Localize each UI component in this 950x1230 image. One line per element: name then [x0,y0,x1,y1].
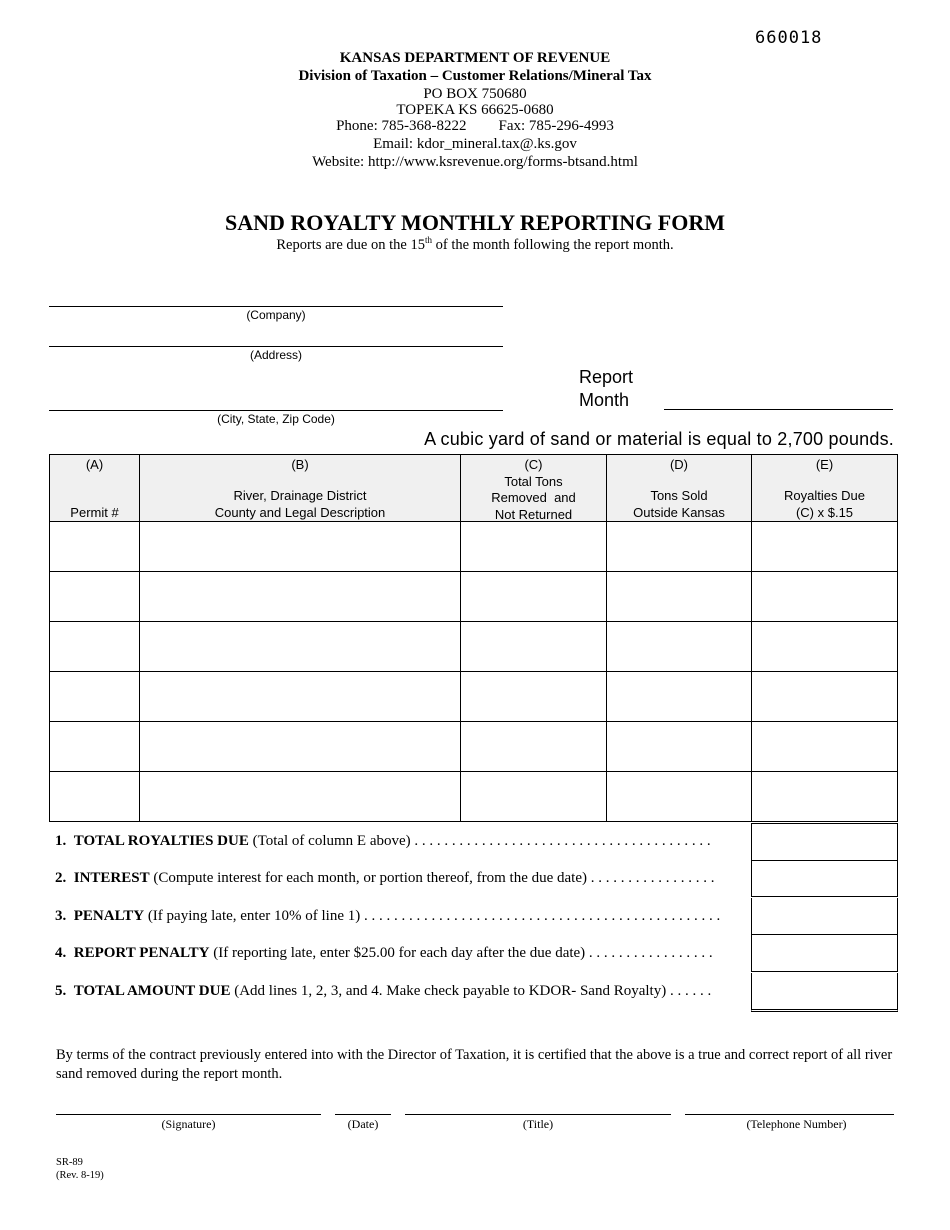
column-label: Outside Kansas [633,504,725,520]
river-description-cell[interactable] [140,622,461,672]
total-tons-cell[interactable] [461,622,607,672]
column-letter: (E) [815,457,834,472]
sand-royalty-table [49,454,898,822]
agency-name: KANSAS DEPARTMENT OF REVENUE [339,50,611,66]
permit-cell[interactable] [50,522,140,572]
total-tons-cell[interactable] [461,572,607,622]
subtitle-superscript: th [424,235,432,245]
line-label: INTEREST [73,870,150,887]
table-row [50,672,898,722]
river-description-cell[interactable] [140,572,461,622]
column-label: Royalties Due [784,488,865,503]
line-description: (Compute interest for each month, or portion thereof, from the due date) . . . . . . . . . . . . . . . . . [149,870,715,887]
title-field[interactable] [405,1114,671,1115]
river-description-cell[interactable] [140,522,461,572]
total-line-label [55,945,747,962]
total-tons-cell[interactable] [461,522,607,572]
line-label: TOTAL AMOUNT DUE [73,982,231,999]
column-label: Permit # [70,504,119,520]
table-row [50,772,898,822]
total-amount-box[interactable] [751,935,898,972]
date-caption: (Date) [347,1117,379,1131]
total-amount-box[interactable] [751,898,898,935]
line-number: 3. [55,907,67,924]
river-description-cell[interactable] [140,672,461,722]
column-header-total-tons [461,455,607,522]
form-code: SR-89 [56,1157,83,1168]
signature-field[interactable] [56,1114,321,1115]
column-header-permit [50,455,140,522]
tons-sold-cell[interactable] [607,572,752,622]
column-letter: (D) [669,457,689,472]
column-label: Total Tons [504,473,563,489]
permit-cell[interactable] [50,572,140,622]
table-body [50,522,898,822]
total-tons-cell[interactable] [461,722,607,772]
phone: Phone: 785-368-8222 [336,118,467,134]
city-state-zip-field[interactable] [49,410,503,411]
column-label: Tons Sold [650,488,708,503]
certification-statement: By terms of the contract previously entered into with the Director of Taxation, it is certified that the above is a true and correct report of all river sand removed during the report month. [56,1047,893,1082]
column-label: (C) x $.15 [795,504,854,520]
column-header-royalties-due [752,455,898,522]
line-description: (If reporting late, enter $25.00 for each day after the due date) . . . . . . . . . . . . . . . . . [209,945,713,962]
line-description: (Add lines 1, 2, 3, and 4. Make check payable to KDOR- Sand Royalty) . . . . . . [230,982,712,999]
permit-cell[interactable] [50,722,140,772]
tons-sold-cell[interactable] [607,522,752,572]
royalties-due-cell[interactable] [752,722,898,772]
permit-cell[interactable] [50,672,140,722]
column-header-tons-sold [607,455,752,522]
line-number: 4. [55,945,67,962]
line-label: PENALTY [73,907,145,924]
phone-fax [0,118,950,134]
cubic-yard-note: A cubic yard of sand or material is equal to 2,700 pounds. [424,429,894,449]
total-line-label [55,833,747,850]
company-caption: (Company) [246,308,306,322]
signature-caption: (Signature) [161,1117,216,1131]
column-letter: (C) [524,457,543,472]
po-box: PO BOX 750680 [423,86,527,102]
column-label: River, Drainage District [233,488,367,503]
total-row [49,823,897,860]
line-number: 2. [55,870,67,887]
column-letter: (B) [291,457,309,472]
form-revision [56,1156,104,1182]
telephone-field[interactable] [685,1114,894,1115]
line-number: 5. [55,982,67,999]
fax: Fax: 785-296-4993 [498,118,614,134]
form-number: 660018 [755,28,823,48]
address-field[interactable] [49,346,503,347]
table-row [50,622,898,672]
royalties-due-cell[interactable] [752,522,898,572]
royalties-due-cell[interactable] [752,622,898,672]
column-header-river-description [140,455,461,522]
line-description: (Total of column E above) . . . . . . . . . . . . . . . . . . . . . . . . . . . . . . . . . . . . . . . . [248,833,711,849]
total-row [49,935,897,972]
date-field[interactable] [335,1114,391,1115]
table-row [50,722,898,772]
tons-sold-cell[interactable] [607,622,752,672]
company-field[interactable] [49,306,503,307]
permit-cell[interactable] [50,622,140,672]
river-description-cell[interactable] [140,722,461,772]
total-amount-box[interactable] [751,823,898,861]
table-row [50,572,898,622]
tons-sold-cell[interactable] [607,672,752,722]
column-label: Not Returned [494,506,573,522]
address-caption: (Address) [249,348,302,362]
division-name: Division of Taxation – Customer Relations/Mineral Tax [298,68,652,84]
column-label: Removed and [491,490,576,505]
line-number: 1. [55,833,67,849]
subtitle-text: Reports are due on the 15 [276,236,425,253]
royalties-due-cell[interactable] [752,672,898,722]
column-letter: (A) [85,457,104,472]
city-state-zip-caption: (City, State, Zip Code) [217,412,335,426]
table-row [50,522,898,572]
agency-header [0,50,950,170]
river-description-cell[interactable] [140,772,461,822]
report-month-label-line1: Report [579,367,634,387]
telephone-caption: (Telephone Number) [746,1117,847,1131]
total-tons-cell[interactable] [461,672,607,722]
total-line-label [55,908,747,925]
tons-sold-cell[interactable] [607,722,752,772]
total-row [49,898,897,935]
royalties-due-cell[interactable] [752,772,898,822]
total-line-label [55,870,747,887]
line-label: REPORT PENALTY [73,945,210,962]
total-amount-box[interactable] [751,860,898,897]
total-amount-box[interactable] [751,973,898,1012]
title-caption: (Title) [522,1117,554,1131]
permit-cell[interactable] [50,772,140,822]
city-address: TOPEKA KS 66625-0680 [396,102,554,118]
line-label: TOTAL ROYALTIES DUE [73,833,249,849]
table-header-row [50,455,898,522]
tons-sold-cell[interactable] [607,772,752,822]
form-title: SAND ROYALTY MONTHLY REPORTING FORM [225,210,725,235]
report-month-label [579,366,633,412]
line-description: (If paying late, enter 10% of line 1) . . . . . . . . . . . . . . . . . . . . . . . . . . . . . . . . . . . . . . . . . . . . . . . . [144,907,721,924]
website: Website: http://www.ksrevenue.org/forms-btsand.html [312,154,638,170]
total-row [49,973,897,1010]
total-row [49,860,897,897]
subtitle-text-end: of the month following the report month. [431,236,674,253]
report-month-label-line2: Month [579,390,630,410]
total-line-label [55,983,747,1000]
royalties-due-cell[interactable] [752,572,898,622]
form-subtitle [0,235,950,254]
email: Email: kdor_mineral.tax@.ks.gov [373,136,577,152]
revision-date: (Rev. 8-19) [56,1170,104,1181]
report-month-field[interactable] [664,409,893,410]
column-label: County and Legal Description [214,504,386,520]
total-tons-cell[interactable] [461,772,607,822]
